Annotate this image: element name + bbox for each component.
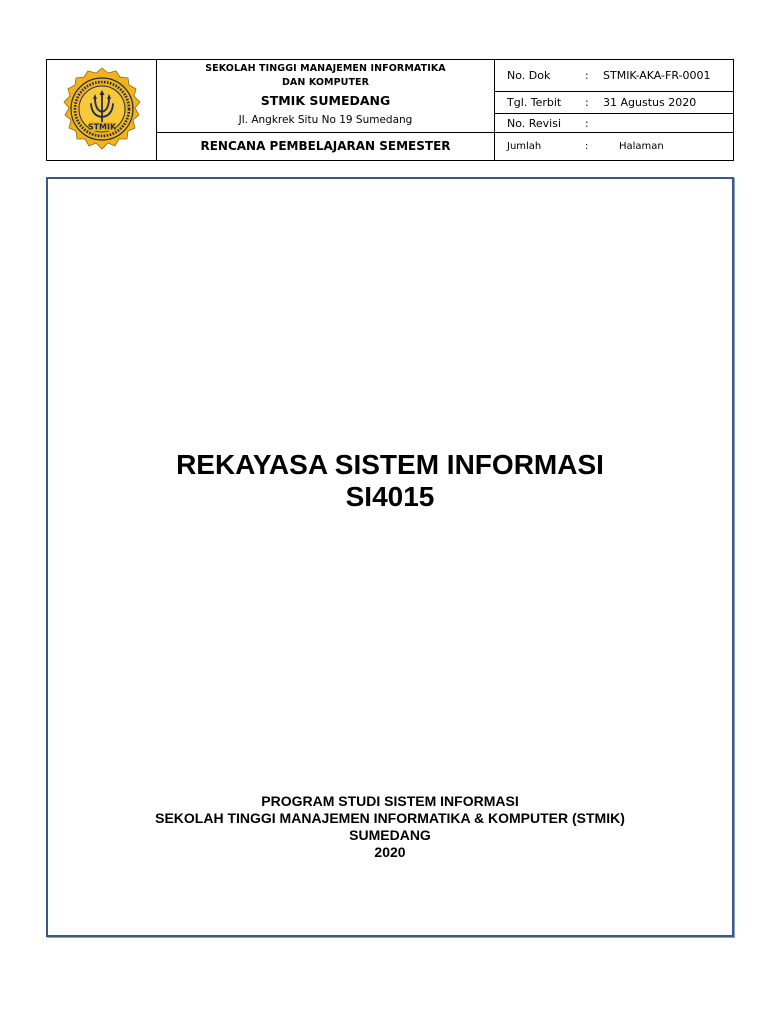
meta-label: Jumlah	[507, 141, 542, 152]
study-program: PROGRAM STUDI SISTEM INFORMASI	[261, 793, 519, 809]
document-type: RENCANA PEMBELAJARAN SEMESTER	[200, 139, 451, 153]
institution-cell	[157, 60, 495, 160]
city: SUMEDANG	[349, 827, 431, 843]
meta-label: No. Revisi	[507, 117, 562, 130]
meta-row-page-count	[495, 133, 733, 160]
meta-separator: :	[585, 141, 589, 152]
meta-row-doc-number	[495, 60, 733, 92]
meta-separator: :	[585, 96, 589, 109]
document-meta	[495, 60, 733, 160]
year: 2020	[374, 844, 406, 860]
meta-row-issue-date	[495, 92, 733, 114]
institution-full-name: SEKOLAH TINGGI MANAJEMEN INFORMATIKA & KOMPUTER (STMIK)	[155, 810, 625, 826]
meta-value: STMIK-AKA-FR-0001	[603, 69, 711, 82]
logo-label: STMIK	[87, 122, 116, 132]
document-header	[46, 59, 734, 161]
institution-block	[157, 60, 494, 133]
cover-footer	[48, 793, 732, 861]
institution-name: SEKOLAH TINGGI MANAJEMEN INFORMATIKA DAN KOMPUTER	[205, 63, 446, 88]
institution-address: Jl. Angkrek Situ No 19 Sumedang	[238, 114, 413, 126]
course-name: REKAYASA SISTEM INFORMASI	[176, 449, 604, 480]
meta-value: Halaman	[619, 141, 664, 152]
logo-cell	[47, 60, 157, 160]
meta-separator: :	[585, 69, 589, 82]
meta-label: No. Dok	[507, 69, 551, 82]
meta-value: 31 Agustus 2020	[603, 96, 697, 109]
meta-separator: :	[585, 117, 589, 130]
institution-short-name: STMIK SUMEDANG	[260, 93, 391, 108]
course-title-block	[48, 449, 732, 513]
cover-frame	[46, 177, 734, 937]
course-code: SI4015	[345, 481, 435, 512]
stmik-seal-icon	[55, 64, 149, 156]
meta-row-revision	[495, 114, 733, 133]
meta-label: Tgl. Terbit	[507, 96, 562, 109]
